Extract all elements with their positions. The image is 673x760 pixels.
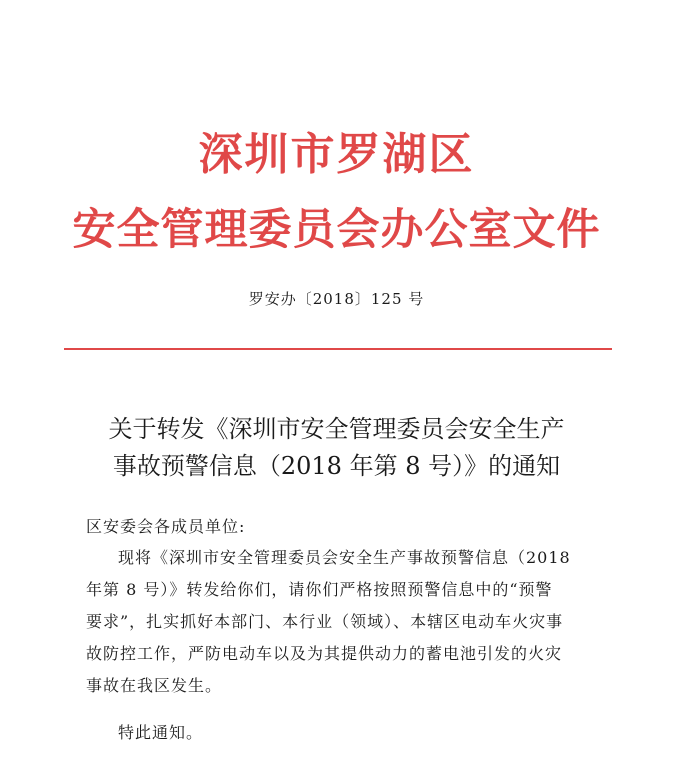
body-paragraph — [86, 542, 596, 702]
paragraph-line: 要求”，扎实抓好本部门、本行业（领域）、本辖区电动车火灾事 — [86, 612, 564, 631]
paragraph-line: 事故在我区发生。 — [86, 676, 223, 695]
paragraph-line: 年第 8 号）》转发给你们，请你们严格按照预警信息中的“预警 — [86, 580, 553, 599]
notice-title-line2: 事故预警信息（2018 年第 8 号）》的通知 — [112, 452, 561, 480]
notice-title-line1: 关于转发《深圳市安全管理委员会安全生产 — [108, 415, 565, 443]
salutation: 区安委会各成员单位: — [86, 517, 246, 536]
closing-remark: 特此通知。 — [118, 723, 204, 742]
issuing-organization-line2: 安全管理委员会办公室文件 — [72, 205, 601, 255]
red-divider-line — [64, 348, 612, 350]
paragraph-line: 现将《深圳市安全管理委员会安全生产事故预警信息（2018 — [118, 548, 571, 567]
paragraph-line: 故防控工作，严防电动车以及为其提供动力的蓄电池引发的火灾 — [86, 644, 563, 663]
document-number: 罗安办〔2018〕125 号 — [248, 290, 425, 308]
issuing-organization-line1: 深圳市罗湖区 — [198, 129, 475, 180]
